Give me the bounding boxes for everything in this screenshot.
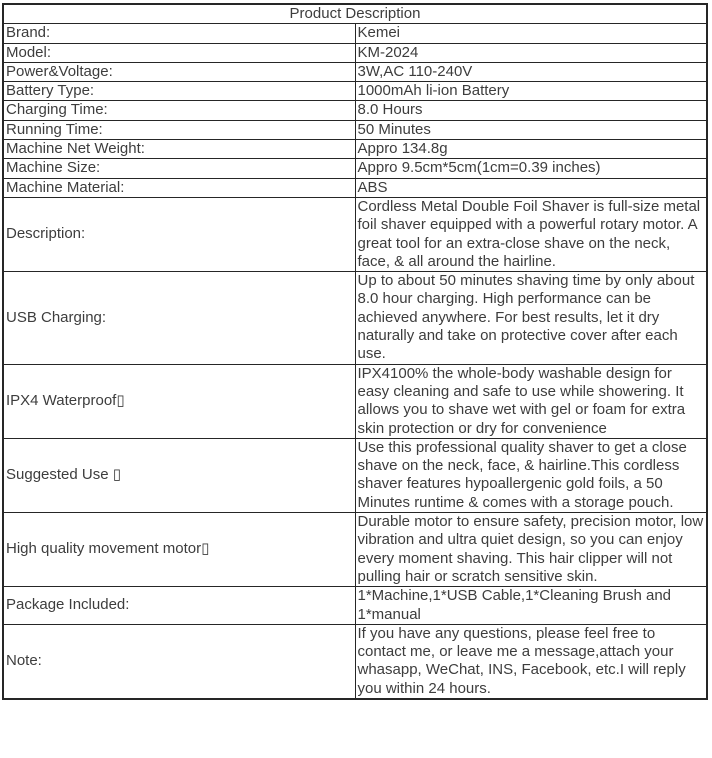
spec-label-waterproof: IPX4 Waterproof▯ [3,364,355,438]
spec-label-description: Description: [3,197,355,271]
spec-label-running-time: Running Time: [3,120,355,139]
table-row [3,197,707,271]
table-row [3,101,707,120]
table-row [3,159,707,178]
spec-value-waterproof: IPX4100% the whole-body washable design for easy cleaning and safe to use while showering. It allows you to shave wet with gel or foam for extra skin protection or dry for convenience [355,364,707,438]
spec-value-package-included: 1*Machine,1*USB Cable,1*Cleaning Brush and 1*manual [355,587,707,625]
table-row [3,272,707,364]
table-row [3,24,707,43]
spec-label-suggested-use: Suggested Use ▯ [3,438,355,512]
spec-label-machine-material: Machine Material: [3,178,355,197]
table-row [3,513,707,587]
spec-value-description: Cordless Metal Double Foil Shaver is full-size metal foil shaver equipped with a powerful rotary motor. A great tool for an extra-close shave on the neck, face, & all around the hairline. [355,197,707,271]
table-row [3,82,707,101]
table-row [3,587,707,625]
table-row [3,438,707,512]
spec-value-model: KM-2024 [355,43,707,62]
table-row [3,364,707,438]
spec-value-power-voltage: 3W,AC 110-240V [355,62,707,81]
spec-label-battery-type: Battery Type: [3,82,355,101]
spec-label-net-weight: Machine Net Weight: [3,140,355,159]
table-row [3,43,707,62]
spec-label-charging-time: Charging Time: [3,101,355,120]
spec-value-machine-material: ABS [355,178,707,197]
table-row [3,178,707,197]
spec-label-usb-charging: USB Charging: [3,272,355,364]
spec-value-note: If you have any questions, please feel free to contact me, or leave me a message,attach your whasapp, WeChat, INS, Facebook, etc.I will reply you within 24 hours. [355,624,707,699]
spec-label-power-voltage: Power&Voltage: [3,62,355,81]
spec-value-running-time: 50 Minutes [355,120,707,139]
spec-value-charging-time: 8.0 Hours [355,101,707,120]
spec-label-model: Model: [3,43,355,62]
product-spec-table [2,3,708,700]
spec-label-brand: Brand: [3,24,355,43]
spec-value-battery-type: 1000mAh li-ion Battery [355,82,707,101]
spec-value-brand: Kemei [355,24,707,43]
spec-value-usb-charging: Up to about 50 minutes shaving time by only about 8.0 hour charging. High performance can be achieved anywhere. For best results, let it dry naturally and take on protective cover after each use. [355,272,707,364]
spec-label-machine-size: Machine Size: [3,159,355,178]
table-header-row [3,4,707,24]
spec-value-machine-size: Appro 9.5cm*5cm(1cm=0.39 inches) [355,159,707,178]
spec-label-note: Note: [3,624,355,699]
spec-label-movement-motor: High quality movement motor▯ [3,513,355,587]
spec-value-movement-motor: Durable motor to ensure safety, precision motor, low vibration and ultra quiet design, so you can enjoy every moment shaving. This hair clipper will not pulling hair or scratch sensitive skin. [355,513,707,587]
spec-label-package-included: Package Included: [3,587,355,625]
spec-value-suggested-use: Use this professional quality shaver to get a close shave on the neck, face, & hairline.This cordless shaver features hypoallergenic gold foils, a 50 Minutes runtime & comes with a storage pouch. [355,438,707,512]
table-row [3,120,707,139]
table-title: Product Description [3,4,707,24]
table-row [3,62,707,81]
table-row [3,624,707,699]
table-row [3,140,707,159]
spec-value-net-weight: Appro 134.8g [355,140,707,159]
